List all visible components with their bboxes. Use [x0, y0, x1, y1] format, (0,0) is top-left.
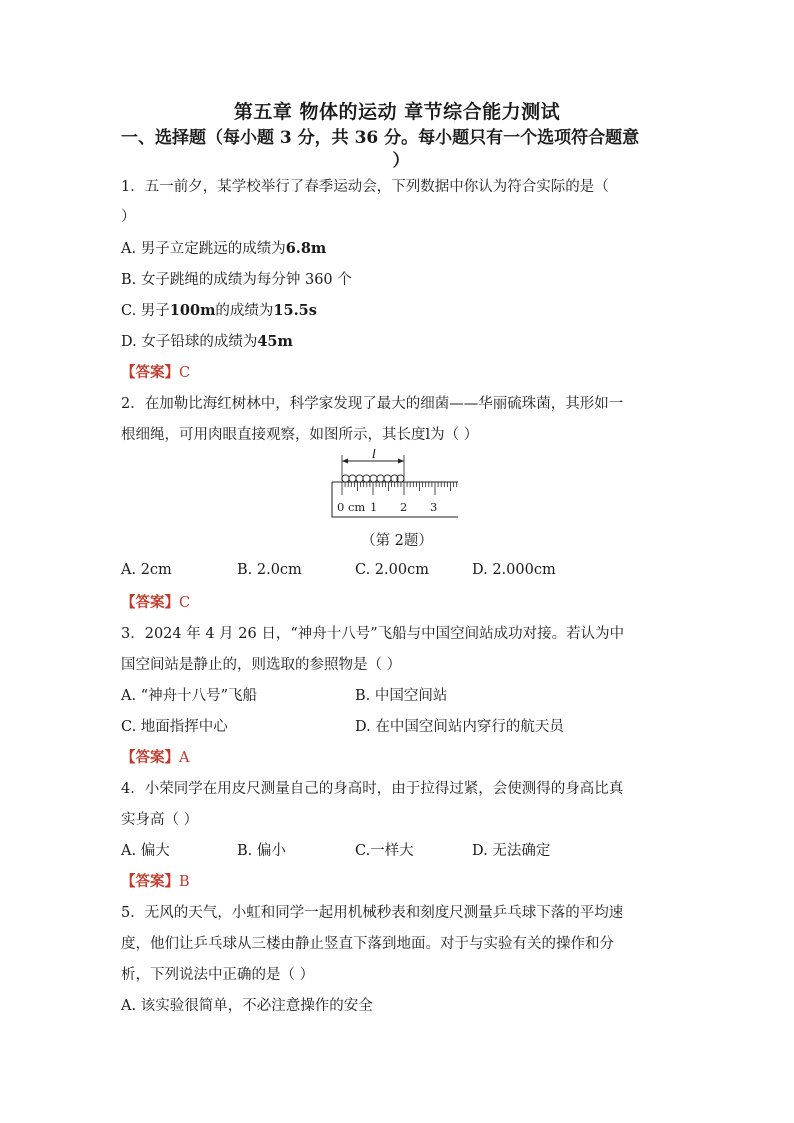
q1-option-a-text: A. 男子立定跳远的成绩为: [121, 241, 286, 257]
q5-stem-line3: 析，下列说法中正确的是（ ）: [121, 967, 315, 983]
q1-answer: [121, 361, 190, 382]
q4-option-d: D. 无法确定: [472, 843, 551, 859]
q2-option-d: D. 2.000cm: [472, 562, 556, 578]
q3-option-d: D. 在中国空间站内穿行的航天员: [355, 719, 564, 735]
q2-answer-value: C: [179, 595, 191, 611]
section-heading: [121, 127, 681, 173]
q3-option-c: C. 地面指挥中心: [121, 719, 228, 735]
q1-stem-line1: 1．五一前夕，某学校举行了春季运动会，下列数据中你认为符合实际的是（: [121, 179, 609, 195]
tick-label-1: 1: [370, 500, 378, 514]
q1-option-c-value2: 15.5s: [273, 302, 317, 319]
q1-option-c-value1: 100m: [169, 302, 216, 319]
tick-label-3: 3: [430, 500, 438, 514]
q1-stem-line2: ）: [121, 209, 136, 225]
q5-stem-line1: 5．无风的天气，小虹和同学一起用机械秒表和刻度尺测量乒乓球下落的平均速: [121, 905, 624, 921]
q1-option-c-text: C. 男子: [121, 303, 170, 319]
q4-stem-line2: 实身高（ ）: [121, 812, 199, 828]
length-arrow-right-head: [398, 459, 404, 464]
ruler-figure: [330, 449, 462, 521]
length-symbol: l: [372, 449, 377, 462]
q5-stem-line2: 度，他们让乒乓球从三楼由静止竖直下落到地面。对于与实验有关的操作和分: [121, 936, 614, 952]
q4-answer: [121, 870, 190, 891]
length-arrow-left-head: [342, 459, 348, 464]
q3-option-a: A. “神舟十八号”飞船: [121, 688, 258, 704]
section-heading-text: 一、选择题（每小题 3 分，共 36 分。每小题只有一个选项符合题意: [121, 128, 640, 148]
q4-option-c: C.一样大: [355, 843, 414, 859]
answer-label: 【答案】: [121, 364, 179, 381]
q1-option-a: [121, 237, 326, 258]
q2-option-b: B. 2.0cm: [237, 562, 302, 578]
q1-answer-value: C: [179, 365, 191, 381]
q3-answer: [121, 746, 189, 767]
q4-answer-value: B: [179, 874, 190, 890]
q4-option-a: A. 偏大: [121, 843, 170, 859]
q3-answer-value: A: [179, 750, 190, 766]
q4-stem-line1: 4．小荣同学在用皮尺测量自己的身高时，由于拉得过紧，会使测得的身高比真: [121, 781, 624, 797]
q2-answer: [121, 591, 190, 612]
q1-option-d-value: 45m: [257, 333, 293, 350]
q2-option-a: A. 2cm: [121, 562, 172, 578]
q2-stem-line2: 根细绳，可用肉眼直接观察，如图所示，其长度l为（ ）: [121, 427, 479, 443]
q2-stem-line1: 2．在加勒比海红树林中，科学家发现了最大的细菌——华丽硫珠菌，其形如一: [121, 396, 624, 412]
tick-label-0cm: 0 cm: [337, 500, 366, 514]
q3-stem-line2: 国空间站是静止的，则选取的参照物是（ ）: [121, 657, 402, 673]
page-title: 第五章 物体的运动 章节综合能力测试: [233, 101, 561, 123]
q1-option-c-mid: 的成绩为: [215, 303, 274, 319]
q1-option-a-value: 6.8m: [285, 240, 327, 257]
q1-option-c: [121, 299, 317, 320]
answer-label: 【答案】: [121, 873, 179, 890]
q4-option-b: B. 偏小: [237, 843, 286, 859]
q1-option-b: B. 女子跳绳的成绩为每分钟 360 个: [121, 272, 352, 288]
q1-option-d: [121, 330, 293, 351]
q5-option-a: A. 该实验很简单，不必注意操作的安全: [121, 998, 373, 1014]
answer-label: 【答案】: [121, 749, 179, 766]
q1-option-d-text: D. 女子铅球的成绩为: [121, 334, 258, 350]
q3-option-b: B. 中国空间站: [355, 688, 448, 704]
answer-label: 【答案】: [121, 594, 179, 611]
q2-figure-caption: （第 2题）: [361, 533, 433, 549]
q3-stem-line1: 3．2024 年 4 月 26 日，“神舟十八号”飞船与中国空间站成功对接。若认为中: [121, 626, 625, 642]
ruler-ticks: [342, 482, 457, 495]
bacterium: [342, 475, 404, 482]
q2-option-c: C. 2.00cm: [355, 562, 429, 578]
section-heading-close: ）: [392, 151, 410, 171]
tick-label-2: 2: [400, 500, 408, 514]
